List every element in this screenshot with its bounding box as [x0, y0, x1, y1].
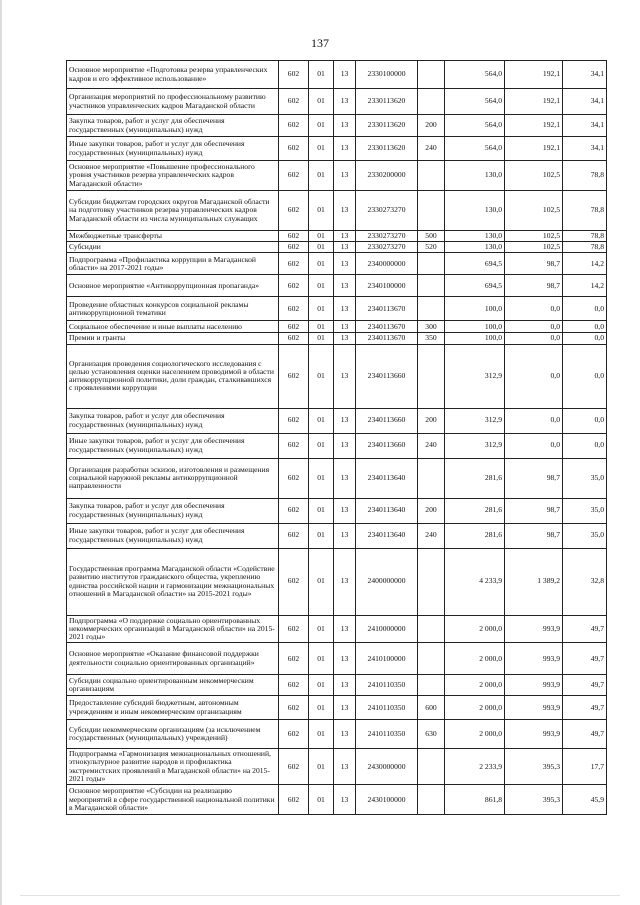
row-expense-type: 630	[418, 720, 445, 749]
row-razdel: 01	[309, 321, 334, 333]
row-expense-type: 240	[418, 523, 445, 548]
row-expense-type: 500	[418, 231, 445, 242]
row-planned-amount: 130,0	[445, 161, 505, 191]
row-execution-percent: 14,2	[563, 253, 607, 275]
row-executed-amount: 395,3	[505, 749, 563, 785]
table-row	[67, 458, 607, 498]
row-razdel: 01	[309, 720, 334, 749]
row-execution-percent: 78,8	[563, 191, 607, 231]
row-planned-amount: 312,9	[445, 408, 505, 433]
row-razdel: 01	[309, 675, 334, 696]
row-razdel: 01	[309, 161, 334, 191]
row-razdel: 01	[309, 498, 334, 523]
row-podrazdel: 13	[334, 242, 356, 253]
row-expense-type: 300	[418, 321, 445, 333]
row-execution-percent: 35,0	[563, 458, 607, 498]
row-podrazdel: 13	[334, 458, 356, 498]
scan-edge-mark	[0, 0, 2, 905]
row-name: Межбюджетные трансферты	[67, 231, 279, 242]
table-row	[67, 61, 607, 89]
row-name: Премии и гранты	[67, 333, 279, 344]
row-target-article: 2410110350	[356, 696, 418, 720]
table-row	[67, 643, 607, 675]
row-planned-amount: 2 000,0	[445, 643, 505, 675]
row-glava: 602	[279, 231, 309, 242]
row-expense-type: 240	[418, 137, 445, 161]
row-podrazdel: 13	[334, 61, 356, 89]
row-target-article: 2410110350	[356, 720, 418, 749]
row-planned-amount: 4 233,9	[445, 548, 505, 615]
row-name: Иные закупки товаров, работ и услуг для обеспечения государственных (муниципальных) нужд	[67, 137, 279, 161]
row-expense-type: 200	[418, 498, 445, 523]
row-razdel: 01	[309, 408, 334, 433]
table-row	[67, 191, 607, 231]
table-row	[67, 785, 607, 815]
row-target-article: 2340113670	[356, 297, 418, 321]
row-planned-amount: 130,0	[445, 191, 505, 231]
row-execution-percent: 49,7	[563, 675, 607, 696]
row-glava: 602	[279, 408, 309, 433]
row-name: Организация проведения социологического исследования с целью установления оценки населением проводимой в области антикоррупционной политики, доли граждан, сталкивавшихся с проявлениями коррупции	[67, 344, 279, 408]
row-glava: 602	[279, 643, 309, 675]
row-execution-percent: 78,8	[563, 231, 607, 242]
table-row	[67, 720, 607, 749]
row-planned-amount: 564,0	[445, 115, 505, 137]
row-planned-amount: 100,0	[445, 333, 505, 344]
row-podrazdel: 13	[334, 137, 356, 161]
scan-edge-mark	[20, 895, 620, 896]
table-row	[67, 333, 607, 344]
row-executed-amount: 98,7	[505, 458, 563, 498]
row-expense-type: 200	[418, 115, 445, 137]
row-name: Предоставление субсидий бюджетным, автономным учреждениям и иным некоммерческим организациям	[67, 696, 279, 720]
row-glava: 602	[279, 333, 309, 344]
row-podrazdel: 13	[334, 89, 356, 115]
table-row	[67, 408, 607, 433]
row-target-article: 2330100000	[356, 61, 418, 89]
row-target-article: 2410000000	[356, 615, 418, 643]
row-target-article: 2340113640	[356, 523, 418, 548]
row-executed-amount: 98,7	[505, 275, 563, 297]
row-execution-percent: 34,1	[563, 89, 607, 115]
row-glava: 602	[279, 548, 309, 615]
row-name: Социальное обеспечение и иные выплаты населению	[67, 321, 279, 333]
row-razdel: 01	[309, 191, 334, 231]
row-glava: 602	[279, 275, 309, 297]
row-executed-amount: 0,0	[505, 433, 563, 458]
table-row	[67, 231, 607, 242]
row-glava: 602	[279, 615, 309, 643]
row-expense-type	[418, 458, 445, 498]
row-target-article: 2330273270	[356, 191, 418, 231]
row-executed-amount: 98,7	[505, 498, 563, 523]
row-planned-amount: 130,0	[445, 242, 505, 253]
row-execution-percent: 0,0	[563, 321, 607, 333]
row-expense-type	[418, 344, 445, 408]
row-podrazdel: 13	[334, 275, 356, 297]
row-name: Закупка товаров, работ и услуг для обеспечения государственных (муниципальных) нужд	[67, 408, 279, 433]
row-expense-type	[418, 191, 445, 231]
row-executed-amount: 993,9	[505, 643, 563, 675]
row-podrazdel: 13	[334, 498, 356, 523]
row-executed-amount: 102,5	[505, 161, 563, 191]
row-podrazdel: 13	[334, 253, 356, 275]
row-expense-type	[418, 615, 445, 643]
row-razdel: 01	[309, 615, 334, 643]
row-planned-amount: 564,0	[445, 89, 505, 115]
row-podrazdel: 13	[334, 297, 356, 321]
row-podrazdel: 13	[334, 321, 356, 333]
row-executed-amount: 98,7	[505, 253, 563, 275]
row-name: Субсидии	[67, 242, 279, 253]
row-executed-amount: 993,9	[505, 720, 563, 749]
row-target-article: 2400000000	[356, 548, 418, 615]
row-execution-percent: 35,0	[563, 498, 607, 523]
row-target-article: 2330113620	[356, 137, 418, 161]
row-target-article: 2430100000	[356, 785, 418, 815]
row-execution-percent: 35,0	[563, 523, 607, 548]
row-podrazdel: 13	[334, 785, 356, 815]
row-podrazdel: 13	[334, 523, 356, 548]
row-name: Иные закупки товаров, работ и услуг для обеспечения государственных (муниципальных) нужд	[67, 523, 279, 548]
row-executed-amount: 102,5	[505, 191, 563, 231]
row-execution-percent: 0,0	[563, 433, 607, 458]
row-name: Закупка товаров, работ и услуг для обеспечения государственных (муниципальных) нужд	[67, 115, 279, 137]
row-expense-type	[418, 548, 445, 615]
row-name: Организация мероприятий по профессиональному развитию участников управленческих кадров Магаданской области	[67, 89, 279, 115]
row-target-article: 2410100000	[356, 643, 418, 675]
row-podrazdel: 13	[334, 749, 356, 785]
row-razdel: 01	[309, 333, 334, 344]
row-expense-type	[418, 785, 445, 815]
row-glava: 602	[279, 321, 309, 333]
row-podrazdel: 13	[334, 433, 356, 458]
row-executed-amount: 98,7	[505, 523, 563, 548]
row-execution-percent: 34,1	[563, 61, 607, 89]
table-row	[67, 498, 607, 523]
row-name: Субсидии бюджетам городских округов Магаданской области на подготовку участников резерва управленческих кадров Магаданской области из числа муниципальных служащих	[67, 191, 279, 231]
row-executed-amount: 993,9	[505, 675, 563, 696]
row-planned-amount: 2 233,9	[445, 749, 505, 785]
row-expense-type	[418, 61, 445, 89]
row-target-article: 2340113640	[356, 498, 418, 523]
row-execution-percent: 0,0	[563, 333, 607, 344]
row-razdel: 01	[309, 433, 334, 458]
row-expense-type	[418, 749, 445, 785]
row-planned-amount: 861,8	[445, 785, 505, 815]
table-row	[67, 161, 607, 191]
table-row	[67, 433, 607, 458]
row-executed-amount: 102,5	[505, 231, 563, 242]
row-name: Основное мероприятие «Повышение профессионального уровня участников резерва управленческих кадров Магаданской области»	[67, 161, 279, 191]
row-name: Закупка товаров, работ и услуг для обеспечения государственных (муниципальных) нужд	[67, 498, 279, 523]
row-expense-type	[418, 297, 445, 321]
row-execution-percent: 0,0	[563, 408, 607, 433]
budget-execution-table	[66, 60, 607, 815]
row-expense-type: 240	[418, 433, 445, 458]
row-podrazdel: 13	[334, 344, 356, 408]
row-execution-percent: 78,8	[563, 161, 607, 191]
row-execution-percent: 0,0	[563, 344, 607, 408]
row-podrazdel: 13	[334, 333, 356, 344]
row-glava: 602	[279, 191, 309, 231]
row-razdel: 01	[309, 696, 334, 720]
row-name: Основное мероприятие «Антикоррупционная пропаганда»	[67, 275, 279, 297]
row-planned-amount: 281,6	[445, 458, 505, 498]
row-target-article: 2430000000	[356, 749, 418, 785]
table-row	[67, 523, 607, 548]
table-row	[67, 321, 607, 333]
row-podrazdel: 13	[334, 696, 356, 720]
row-expense-type: 350	[418, 333, 445, 344]
row-planned-amount: 100,0	[445, 321, 505, 333]
row-planned-amount: 312,9	[445, 344, 505, 408]
row-podrazdel: 13	[334, 675, 356, 696]
row-name: Субсидии некоммерческим организациям (за исключением государственных (муниципальных) учреждений)	[67, 720, 279, 749]
row-glava: 602	[279, 433, 309, 458]
row-execution-percent: 49,7	[563, 720, 607, 749]
row-podrazdel: 13	[334, 231, 356, 242]
row-podrazdel: 13	[334, 643, 356, 675]
table-row	[67, 615, 607, 643]
row-planned-amount: 694,5	[445, 253, 505, 275]
row-executed-amount: 0,0	[505, 344, 563, 408]
row-razdel: 01	[309, 749, 334, 785]
row-target-article: 2330200000	[356, 161, 418, 191]
page-number: 137	[311, 36, 329, 50]
row-glava: 602	[279, 161, 309, 191]
row-execution-percent: 49,7	[563, 696, 607, 720]
row-executed-amount: 0,0	[505, 297, 563, 321]
row-glava: 602	[279, 137, 309, 161]
row-glava: 602	[279, 89, 309, 115]
row-target-article: 2340113660	[356, 408, 418, 433]
row-executed-amount: 192,1	[505, 137, 563, 161]
row-name: Субсидии социально ориентированным некоммерческим организациям	[67, 675, 279, 696]
table-body	[67, 61, 607, 815]
row-planned-amount: 2 000,0	[445, 696, 505, 720]
row-razdel: 01	[309, 344, 334, 408]
row-planned-amount: 564,0	[445, 61, 505, 89]
row-execution-percent: 14,2	[563, 275, 607, 297]
row-expense-type	[418, 275, 445, 297]
row-expense-type: 200	[418, 408, 445, 433]
row-planned-amount: 2 000,0	[445, 720, 505, 749]
row-name: Проведение областных конкурсов социальной рекламы антикоррупционной тематики	[67, 297, 279, 321]
row-executed-amount: 192,1	[505, 61, 563, 89]
row-execution-percent: 49,7	[563, 643, 607, 675]
row-planned-amount: 312,9	[445, 433, 505, 458]
table-row	[67, 242, 607, 253]
row-executed-amount: 993,9	[505, 696, 563, 720]
table-row	[67, 253, 607, 275]
row-glava: 602	[279, 675, 309, 696]
row-razdel: 01	[309, 89, 334, 115]
row-expense-type	[418, 253, 445, 275]
row-planned-amount: 2 000,0	[445, 615, 505, 643]
row-executed-amount: 0,0	[505, 333, 563, 344]
row-podrazdel: 13	[334, 720, 356, 749]
row-target-article: 2340000000	[356, 253, 418, 275]
row-executed-amount: 102,5	[505, 242, 563, 253]
table-row	[67, 137, 607, 161]
row-podrazdel: 13	[334, 548, 356, 615]
row-razdel: 01	[309, 253, 334, 275]
row-glava: 602	[279, 242, 309, 253]
row-name: Подпрограмма «О поддержке социально ориентированных некоммерческих организаций в Магаданской области» на 2015-2021 годы»	[67, 615, 279, 643]
row-execution-percent: 0,0	[563, 297, 607, 321]
row-execution-percent: 45,9	[563, 785, 607, 815]
table-row	[67, 696, 607, 720]
row-razdel: 01	[309, 231, 334, 242]
row-name: Организация разработки эскизов, изготовления и размещения социальной наружной рекламы антикоррупционной направленности	[67, 458, 279, 498]
row-planned-amount: 281,6	[445, 498, 505, 523]
row-expense-type	[418, 161, 445, 191]
row-glava: 602	[279, 458, 309, 498]
row-razdel: 01	[309, 137, 334, 161]
row-target-article: 2330273270	[356, 242, 418, 253]
row-target-article: 2340113660	[356, 433, 418, 458]
row-executed-amount: 0,0	[505, 321, 563, 333]
row-executed-amount: 192,1	[505, 89, 563, 115]
row-execution-percent: 32,8	[563, 548, 607, 615]
row-executed-amount: 1 389,2	[505, 548, 563, 615]
row-razdel: 01	[309, 785, 334, 815]
row-name: Государственная программа Магаданской области «Содействие развитию институтов гражданского общества, укреплению единства российской нации и гармонизации межнациональных отношений в Магаданской области» на 2015-2021 годы»	[67, 548, 279, 615]
row-podrazdel: 13	[334, 161, 356, 191]
row-target-article: 2340113660	[356, 344, 418, 408]
row-razdel: 01	[309, 643, 334, 675]
row-executed-amount: 192,1	[505, 115, 563, 137]
row-razdel: 01	[309, 242, 334, 253]
row-expense-type: 600	[418, 696, 445, 720]
row-target-article: 2340113670	[356, 333, 418, 344]
row-target-article: 2340100000	[356, 275, 418, 297]
row-glava: 602	[279, 785, 309, 815]
row-target-article: 2330273270	[356, 231, 418, 242]
table-row	[67, 115, 607, 137]
row-podrazdel: 13	[334, 115, 356, 137]
row-planned-amount: 100,0	[445, 297, 505, 321]
row-podrazdel: 13	[334, 408, 356, 433]
row-glava: 602	[279, 696, 309, 720]
row-planned-amount: 130,0	[445, 231, 505, 242]
row-execution-percent: 34,1	[563, 137, 607, 161]
row-name: Основное мероприятие «Подготовка резерва управленческих кадров и его эффективное использование»	[67, 61, 279, 89]
row-podrazdel: 13	[334, 191, 356, 231]
row-razdel: 01	[309, 548, 334, 615]
row-expense-type	[418, 675, 445, 696]
row-execution-percent: 34,1	[563, 115, 607, 137]
row-podrazdel: 13	[334, 615, 356, 643]
row-planned-amount: 564,0	[445, 137, 505, 161]
row-target-article: 2340113640	[356, 458, 418, 498]
row-expense-type: 520	[418, 242, 445, 253]
row-execution-percent: 49,7	[563, 615, 607, 643]
row-glava: 602	[279, 253, 309, 275]
row-executed-amount: 0,0	[505, 408, 563, 433]
row-planned-amount: 281,6	[445, 523, 505, 548]
row-glava: 602	[279, 498, 309, 523]
row-execution-percent: 78,8	[563, 242, 607, 253]
row-name: Основное мероприятие «Субсидии на реализацию мероприятий в сфере государственной национальной политики в Магаданской области»	[67, 785, 279, 815]
table-row	[67, 548, 607, 615]
row-planned-amount: 2 000,0	[445, 675, 505, 696]
row-target-article: 2330113620	[356, 115, 418, 137]
table-row	[67, 675, 607, 696]
row-razdel: 01	[309, 61, 334, 89]
row-glava: 602	[279, 344, 309, 408]
row-glava: 602	[279, 115, 309, 137]
row-glava: 602	[279, 523, 309, 548]
row-target-article: 2330113620	[356, 89, 418, 115]
row-target-article: 2340113670	[356, 321, 418, 333]
row-name: Иные закупки товаров, работ и услуг для обеспечения государственных (муниципальных) нужд	[67, 433, 279, 458]
table-row	[67, 297, 607, 321]
row-executed-amount: 395,3	[505, 785, 563, 815]
row-target-article: 2410110350	[356, 675, 418, 696]
row-glava: 602	[279, 720, 309, 749]
table-row	[67, 275, 607, 297]
table-row	[67, 344, 607, 408]
row-razdel: 01	[309, 297, 334, 321]
row-name: Основное мероприятие «Оказание финансовой поддержки деятельности социально ориентированных организаций»	[67, 643, 279, 675]
row-razdel: 01	[309, 523, 334, 548]
row-expense-type	[418, 643, 445, 675]
row-razdel: 01	[309, 458, 334, 498]
row-glava: 602	[279, 297, 309, 321]
table-row	[67, 89, 607, 115]
row-executed-amount: 993,9	[505, 615, 563, 643]
row-execution-percent: 17,7	[563, 749, 607, 785]
row-planned-amount: 694,5	[445, 275, 505, 297]
row-razdel: 01	[309, 275, 334, 297]
row-name: Подпрограмма «Гармонизация межнациональных отношений, этнокультурное развитие народов и профилактика экстремистских проявлений в Магаданской области» на 2015-2021 годы»	[67, 749, 279, 785]
row-razdel: 01	[309, 115, 334, 137]
row-glava: 602	[279, 749, 309, 785]
row-expense-type	[418, 89, 445, 115]
table-row	[67, 749, 607, 785]
row-glava: 602	[279, 61, 309, 89]
row-name: Подпрограмма «Профилактика коррупции в Магаданской области» на 2017-2021 годы»	[67, 253, 279, 275]
